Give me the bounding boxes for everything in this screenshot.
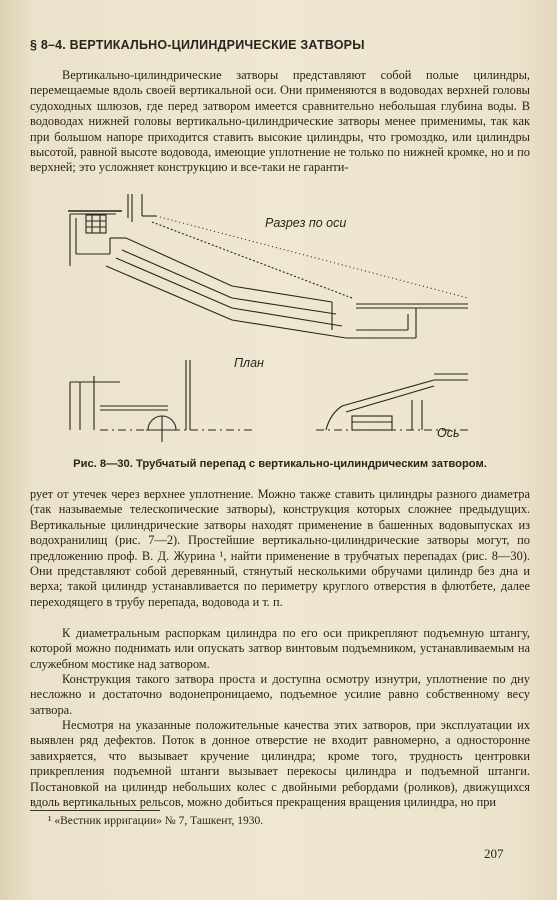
paragraph-lifting-rod: К диаметральным распоркам цилиндра по его оси прикрепляют подъемную штангу, которой можно поднимать или опускать затвор винтовым подъемником, устанавливаемым на служебном мостике над затвором. [30, 626, 530, 671]
figure-label-section: Разрез по оси [265, 216, 347, 230]
figure-caption: Рис. 8—30. Трубчатый перепад с вертикально-цилиндрическим затвором. [73, 458, 487, 470]
page-number: 207 [484, 846, 504, 861]
footnote-divider [30, 810, 160, 811]
figure-drawing [56, 194, 476, 452]
paragraph-construction: Конструкция такого затвора проста и доступна осмотру изнутри, уплотнение по дну несложно и достаточно водонепроницаемо, подъемное усилие равно собственному весу затвора. [30, 672, 530, 717]
paragraph-defects: Несмотря на указанные положительные качества этих затворов, при эксплуатации их выявлен ряд дефектов. Поток в донное отверстие не входит равномерно, а односторонне завихряется, что вызывает кручение цилиндра; кроме того, трудность центровки прикрепления подъемной штанги вызывает перекосы цилиндра и подъемной штанги. Постановкой на цилиндр небольших колес с двойными ребордами (роликов), движущихся вдоль вертикальных рельсов, можно добиться прекращения вращения цилиндра, но при [30, 718, 530, 810]
section-heading: § 8–4. ВЕРТИКАЛЬНО-ЦИЛИНДРИЧЕСКИЕ ЗАТВОРЫ [30, 38, 365, 52]
paragraph-continued: рует от утечек через верхнее уплотнение. Можно также ставить цилиндры разного диаметра (так называемые телескопические затворы), конструкция которых сложнее предыдущих. Вертикальные цилиндрические затворы находят применение в башенных водовыпусках из водохранилищ (рис. 7—2). Простейшие вертикально-цилиндрические затворы могут, по предложению проф. В. Д. Журина ¹, найти применение в трубчатых перепадах (рис. 8—30). Они представляют собой деревянный, стянутый несколькими обручами цилиндр без дна и верха; такой цилиндр устанавливается по периметру круглого отверстия в флютбете, далее переходящего в трубу перепада, водовода и т. п. [30, 487, 530, 609]
paragraph-intro: Вертикально-цилиндрические затворы представляют собой полые цилиндры, перемещаемые вдоль своей вертикальной оси. Они применяются в водоводах верхней головы судоходных шлюзов, где перед затвором имеется сравнительно небольшая глубина воды. В водоводах нижней головы вертикально-цилиндрические затворы менее применимы, так как при большом напоре приходится ставить высокие цилиндры, что громоздко, или цилиндры высотой, равной высоте водовода, имеющие уплотнение не только по нижней кромке, но и по верхней; это усложняет конструкцию и все-таки не гаранти- [30, 68, 530, 175]
plan-view-right [316, 374, 468, 430]
plan-view-left [70, 360, 256, 442]
footnote: ¹ «Вестник ирригации» № 7, Ташкент, 1930. [48, 815, 264, 827]
figure-label-plan: План [234, 356, 264, 370]
figure-label-axis: Ось [437, 426, 460, 440]
